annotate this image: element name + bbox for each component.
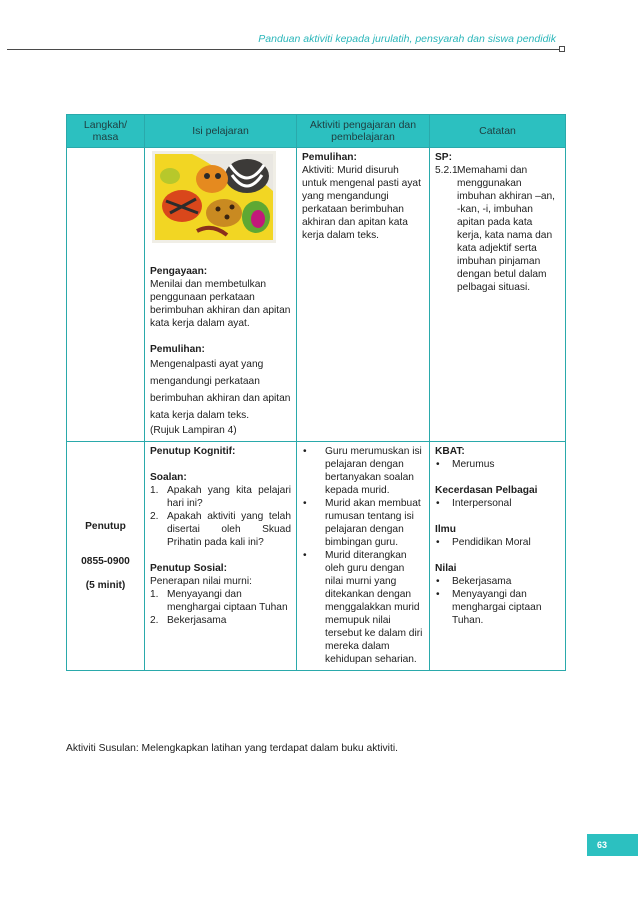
enrichment-heading: Pengayaan: — [150, 266, 208, 277]
colourful-animal-artwork-image — [152, 151, 276, 243]
list-item: • Interpersonal — [436, 498, 512, 509]
list-item: • Murid diterangkan oleh guru dengan nilai murni yang ditekankan dengan menggalakkan murid memupuk nilai tersebut ke dalam diri mereka dalam kehidupan seharian. — [303, 550, 423, 665]
column-header-content: Isi pelajaran — [145, 115, 297, 148]
questions-heading: Soalan: — [150, 472, 187, 483]
content-cell-closing — [145, 442, 297, 671]
remedial-activity-heading: Pemulihan: — [302, 152, 357, 163]
remedial-heading: Pemulihan: — [150, 344, 205, 355]
closing-activities-list — [302, 445, 424, 666]
values-list — [150, 588, 291, 627]
header-rule — [7, 49, 559, 50]
activities-cell-closing — [297, 442, 430, 671]
list-item: 1. Menyayangi dan menghargai ciptaan Tuhan — [150, 589, 288, 613]
list-item: • Menyayangi dan menghargai ciptaan Tuhan. — [436, 589, 542, 626]
list-item: • Guru merumuskan isi pelajaran dengan bertanyakan soalan kepada murid. — [303, 446, 422, 496]
follow-up-activity-note: Aktiviti Susulan: Melengkapkan latihan yang terdapat dalam buku aktiviti. — [66, 743, 398, 754]
table-header-row — [67, 115, 566, 148]
step-name: Penutup — [85, 520, 126, 532]
values-heading: Nilai — [435, 563, 457, 574]
learning-standard-code: 5.2.1 — [435, 165, 458, 176]
multiple-intelligence-list — [435, 497, 560, 510]
step-cell-closing — [67, 442, 145, 671]
list-item: • Murid akan membuat rumusan tentang isi pelajaran dengan bimbingan guru. — [303, 498, 421, 548]
values-notes-list — [435, 575, 560, 627]
learning-standard-text: Memahami dan menggunakan imbuhan akhiran –an, -kan, -i, imbuhan apitan pada kata kerja, kata nama dan kata adjektif serta imbuhan pinjaman dengan betul dalam pelbagai situasi. — [457, 165, 555, 293]
kbat-heading: KBAT: — [435, 446, 465, 457]
list-item: 2. Bekerjasama — [150, 615, 227, 626]
list-item: • Bekerjasama — [436, 576, 512, 587]
social-closing-heading: Penutup Sosial: — [150, 563, 227, 574]
notes-cell-standard — [430, 148, 566, 442]
column-header-step: Langkah/ masa — [67, 115, 145, 148]
learning-standard-heading: SP: — [435, 152, 452, 163]
appendix-reference: (Rujuk Lampiran 4) — [150, 425, 237, 436]
list-item: • Merumus — [436, 459, 495, 470]
kbat-list — [435, 458, 560, 471]
remedial-activity-text: Aktiviti: Murid disuruh untuk mengenal pasti ayat yang mengandungi perkataan berimbuhan akhiran dan apitan kata kerja dalam teks. — [302, 165, 421, 241]
column-header-activities: Aktiviti pengajaran dan pembelajaran — [297, 115, 430, 148]
questions-list — [150, 484, 291, 549]
cognitive-closing-heading: Penutup Kognitif: — [150, 446, 236, 457]
notes-cell-closing — [430, 442, 566, 671]
activities-cell-remedial — [297, 148, 430, 442]
lesson-plan-table — [66, 114, 566, 671]
header-rule-end-marker — [559, 46, 565, 52]
knowledge-heading: Ilmu — [435, 524, 456, 535]
social-closing-intro: Penerapan nilai murni: — [150, 576, 252, 587]
table-row-enrichment — [67, 148, 566, 442]
list-item: 2. Apakah aktiviti yang telah disertai oleh Skuad Prihatin pada kali ini? — [150, 511, 291, 548]
enrichment-text: Menilai dan membetulkan penggunaan perkataan berimbuhan akhiran dan apitan kata kerja dalam ayat. — [150, 279, 291, 329]
list-item: • Pendidikan Moral — [436, 537, 531, 548]
knowledge-list — [435, 536, 560, 549]
step-time: 0855-0900 — [81, 555, 130, 567]
step-cell-empty — [67, 148, 145, 442]
table-row-closing — [67, 442, 566, 671]
list-item: 1. Apakah yang kita pelajari hari ini? — [150, 485, 291, 509]
column-header-notes: Catatan — [430, 115, 566, 148]
content-cell-enrichment — [145, 148, 297, 442]
step-duration: (5 minit) — [85, 579, 126, 591]
remedial-text: Mengenalpasti ayat yang mengandungi perkataan berimbuhan akhiran dan apitan kata kerja dalam teks. — [150, 359, 291, 421]
multiple-intelligence-heading: Kecerdasan Pelbagai — [435, 485, 538, 496]
page-number-badge: 63 — [587, 834, 638, 856]
running-header: Panduan aktiviti kepada jurulatih, pensyarah dan siswa pendidik — [258, 33, 556, 45]
